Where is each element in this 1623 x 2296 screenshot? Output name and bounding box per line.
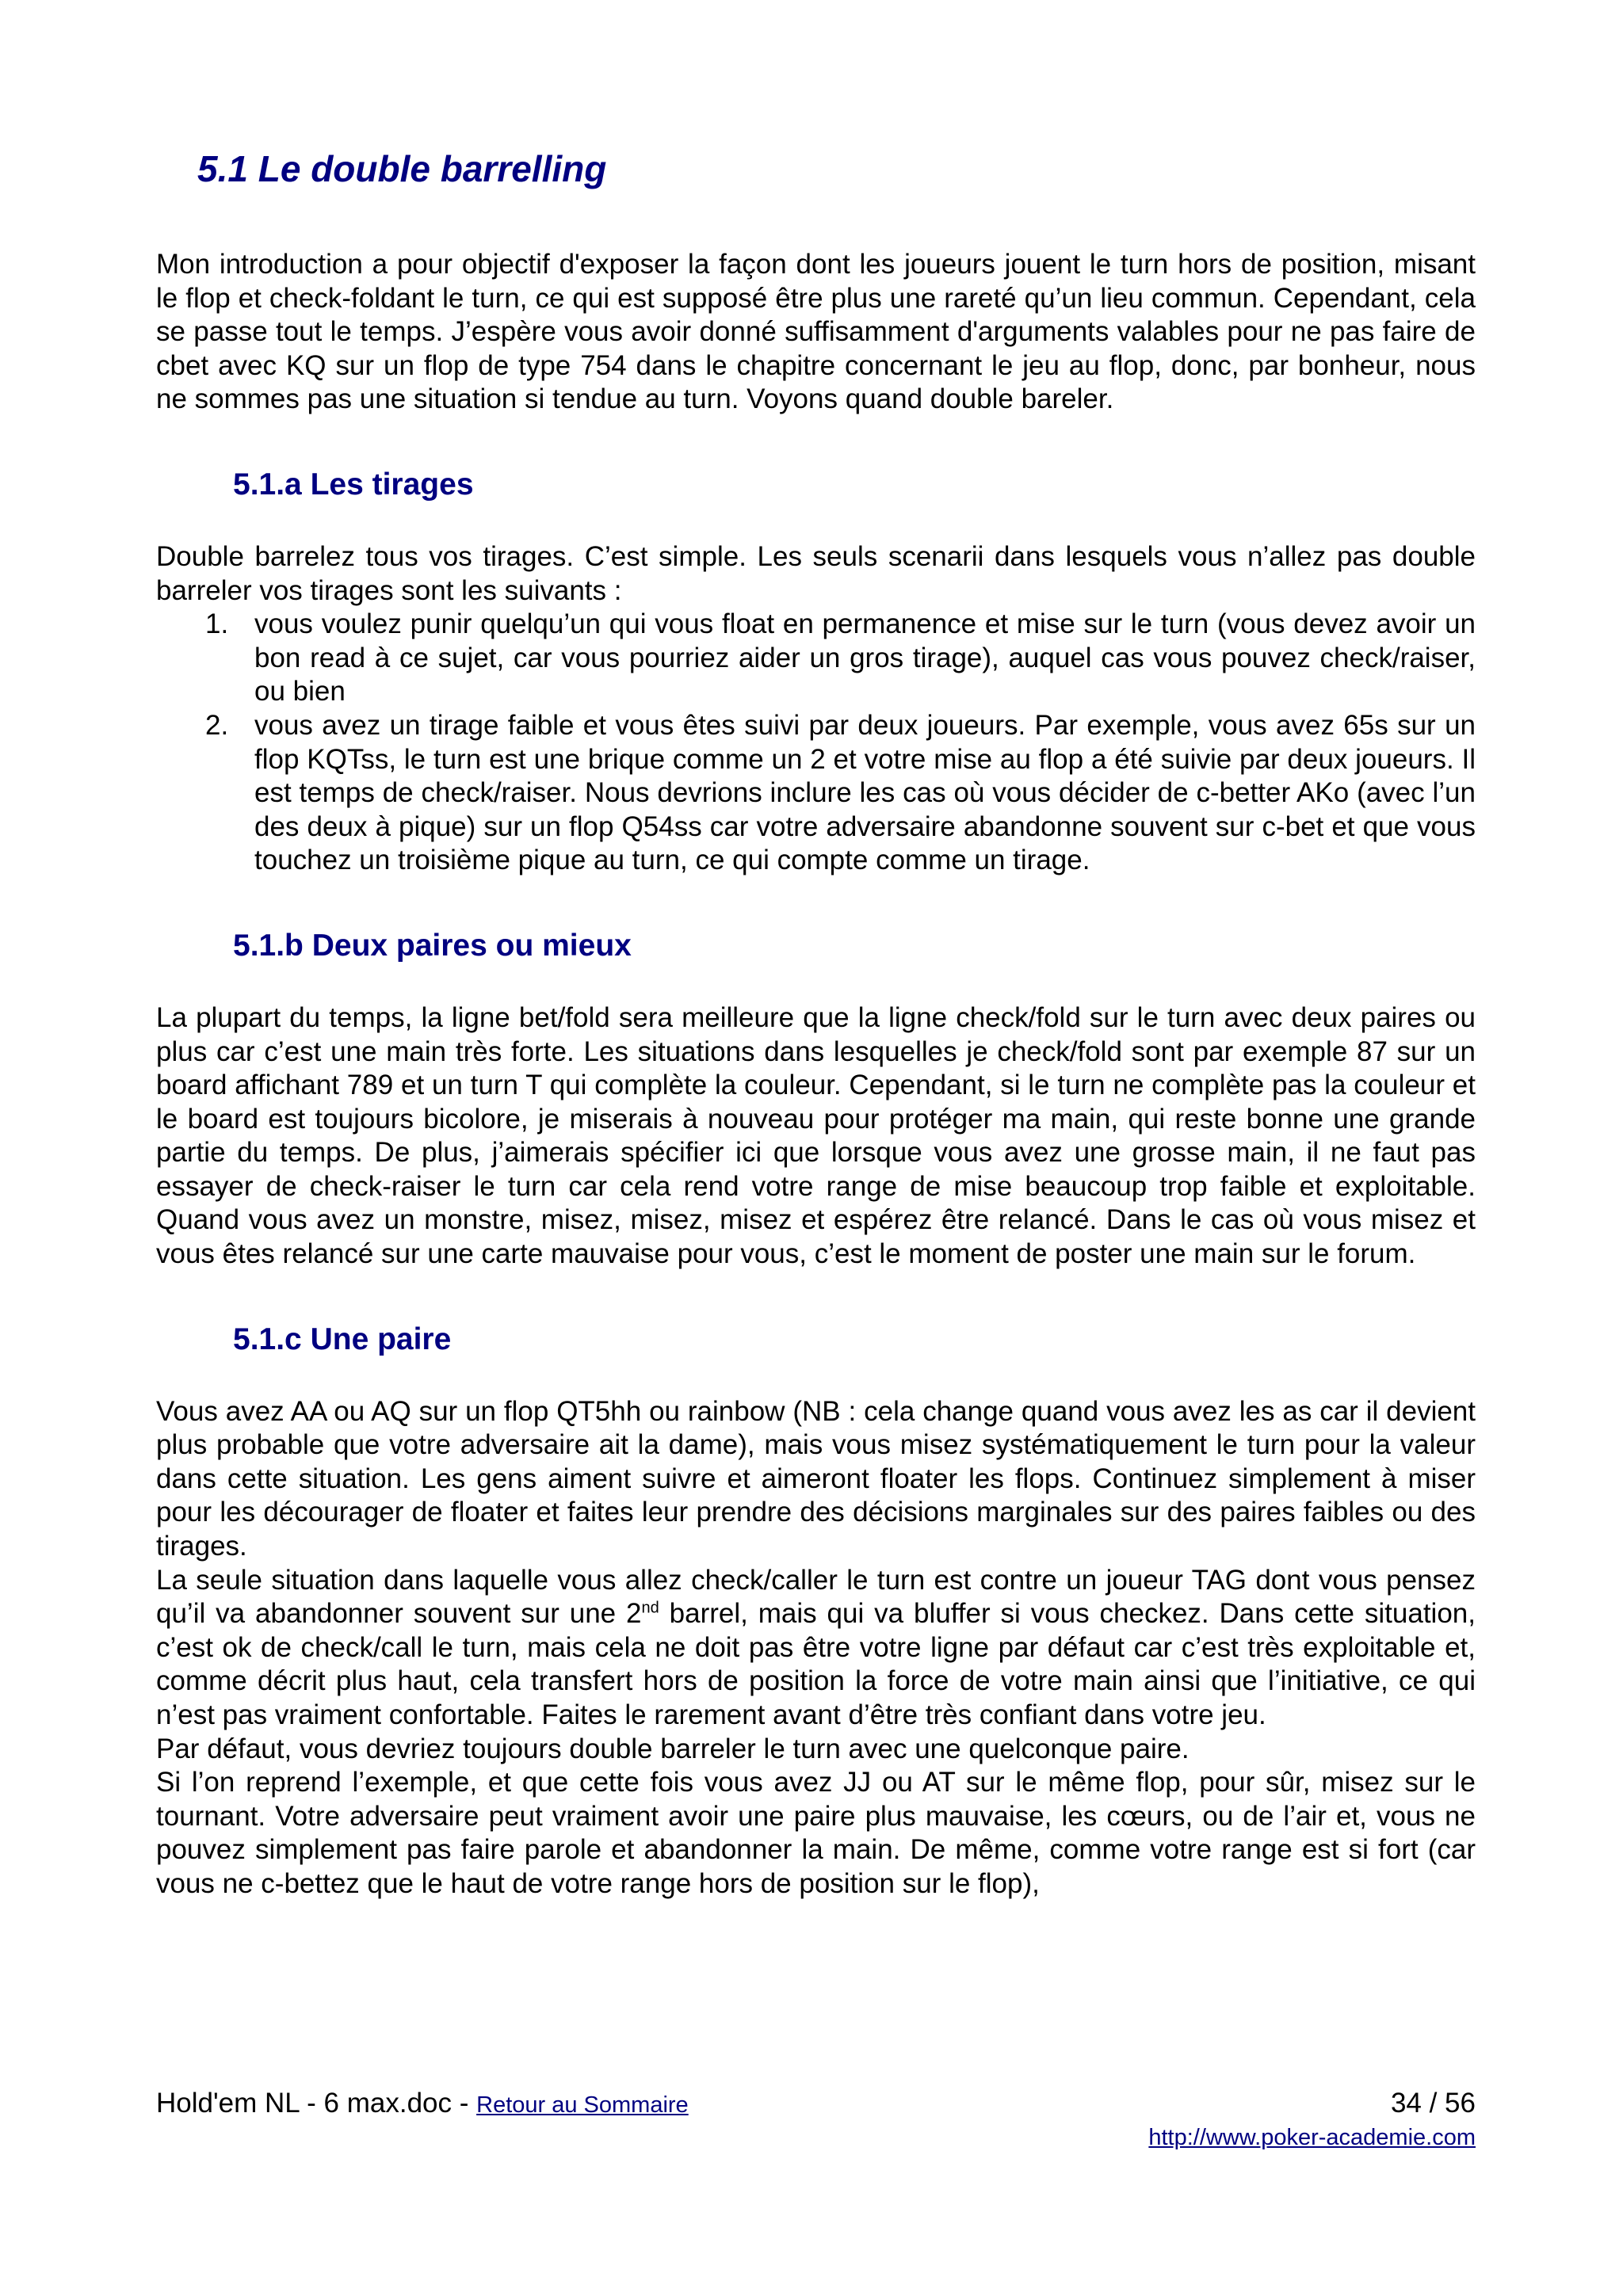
page-content <box>156 147 1476 1901</box>
intro-paragraph: Mon introduction a pour objectif d'exposer la façon dont les joueurs jouent le turn hors de position, misant le flop et check-foldant le turn, ce qui est supposé être plus une rareté qu’un lieu commun. Cependant, cela se passe tout le temps. J’espère vous avoir donné suffisamment d'arguments valables pour ne pas faire de cbet avec KQ sur un flop de type 754 dans le chapitre concernant le jeu au flop, donc, par bonheur, nous ne sommes pas une situation si tendue au turn. Voyons quand double bareler. <box>156 249 1476 415</box>
tirages-paragraph: Double barrelez tous vos tirages. C’est simple. Les seuls scenarii dans lesquels vous n’allez pas double barreler vos tirages sont les suivants : <box>156 540 1476 606</box>
footer-doc-info <box>156 2087 689 2122</box>
une-paire-paragraph-1: Vous avez AA ou AQ sur un flop QT5hh ou rainbow (NB : cela change quand vous avez les as car il devient plus probable que votre adversaire ait la dame), mais vous misez systématiquement le turn pour la valeur dans cette situation. Les gens aiment suivre et aimeront floater les flops. Continuez simplement à miser pour les décourager de floater et faites leur prendre des décisions marginales sur des paires faibles ou des tirages. <box>156 1395 1476 1562</box>
deux-paires-paragraph: La plupart du temps, la ligne bet/fold sera meilleure que la ligne check/fold sur le turn avec deux paires ou plus car c’est une main très forte. Les situations dans lesquelles je check/fold sont par exemple 87 sur un board affichant 789 et un turn T qui complète la couleur. Cependant, si le turn ne complète pas la couleur et le board est toujours bicolore, je miserais à nouveau pour protéger ma main, qui reste bonne une grande partie du temps. De plus, j’aimerais spécifier ici que lorsque vous avez une grosse main, il ne faut pas essayer de check-raiser le turn car cela rend votre range de mise beaucoup trop faible et exploitable. Quand vous avez un monstre, misez, misez, misez et espérez être relancé. Dans le cas où vous misez et vous êtes relancé sur une carte mauvaise pour vous, c’est le moment de poster une main sur le forum. <box>156 1001 1476 1270</box>
une-paire-paragraph-3: Par défaut, vous devriez toujours double barreler le turn avec une quelconque paire. <box>156 1733 1190 1764</box>
subsection-title-c: 5.1.c Une paire <box>233 1322 452 1356</box>
list-item <box>205 608 1476 709</box>
tirages-list <box>156 608 1476 878</box>
subsection-title-a: 5.1.a Les tirages <box>233 467 474 502</box>
une-paire-paragraph-4: Si l’on reprend l’exemple, et que cette fois vous avez JJ ou AT sur le même flop, pour sûr, misez sur le tournant. Votre adversaire peut vraiment avoir une paire plus mauvaise, les cœurs, ou de l’air et, vous ne pouvez simplement pas faire parole et abandonner la main. De même, comme votre range est si fort (car vous ne c-bettez que le haut de votre range hors de position sur le flop), <box>156 1767 1476 1899</box>
list-item-text: vous voulez punir quelqu’un qui vous float en permanence et mise sur le turn (vous devez avoir un bon read à ce sujet, car vous pourriez aider un gros tirage), auquel cas vous pouvez check/raiser, ou bien <box>254 608 1476 707</box>
page-number: 34 / 56 <box>1390 2088 1476 2119</box>
list-item <box>205 709 1476 878</box>
section-title: 5.1 Le double barrelling <box>197 148 607 189</box>
une-paire-paragraph-2 <box>156 1564 1476 1733</box>
list-number: 1. <box>205 608 229 640</box>
superscript: nd <box>641 1599 659 1617</box>
website-link[interactable]: http://www.poker-academie.com <box>1148 2125 1476 2150</box>
text-run: La seule situation dans laquelle vous allez check/caller le turn est contre un joueur TAG dont vous pensez qu’il va abandonner souvent sur une 2 <box>156 1564 1476 1630</box>
subsection-title-b: 5.1.b Deux paires ou mieux <box>233 928 632 963</box>
list-number: 2. <box>205 709 229 741</box>
back-to-summary-link[interactable]: Retour au Sommaire <box>476 2092 689 2118</box>
list-item-text: vous avez un tirage faible et vous êtes suivi par deux joueurs. Par exemple, vous avez 65s sur un flop KQTss, le turn est une brique comme un 2 et votre mise au flop a été suivie par deux joueurs. Il est temps de check/raiser. Nous devrions inclure les cas où vous décider de c-better AKo (avec l’un des deux à pique) sur un flop Q54ss car votre adversaire abandonne souvent sur c-bet et que vous touchez un troisième pique au turn, ce qui compte comme un tirage. <box>254 709 1476 876</box>
text-run: barrel, mais qui va bluffer si vous checkez. Dans cette situation, c’est ok de check/call le turn, mais cela ne doit pas être votre ligne par défaut car c’est très exploitable et, comme décrit plus haut, cela transfert hors de position la force de votre main ainsi que l’initiative, ce qui n’est pas vraiment confortable. Faites le rarement avant d’être très confiant dans votre jeu. <box>156 1598 1476 1730</box>
footer-doc-name: Hold'em NL - 6 max.doc - <box>156 2088 477 2119</box>
